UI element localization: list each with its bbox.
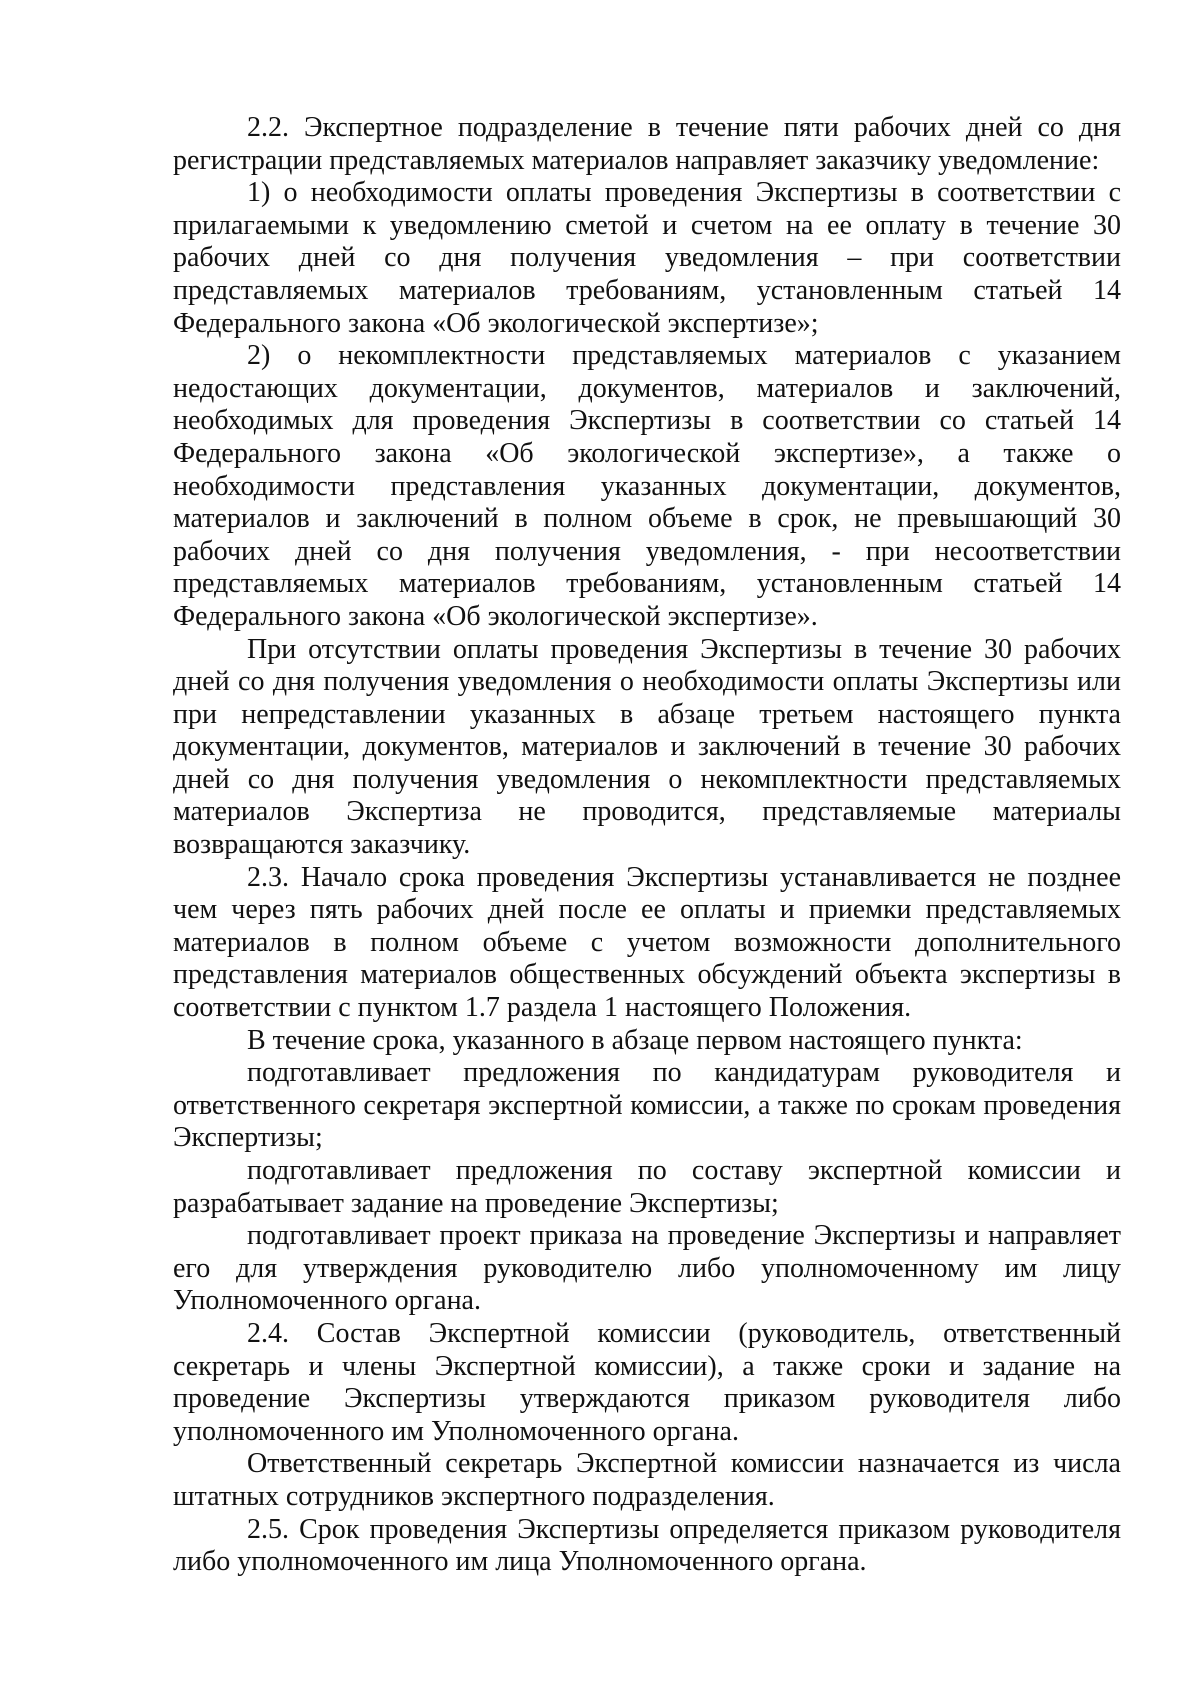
paragraph-proposals-composition: подготавливает предложения по составу экспертной комиссии и разрабатывает задание на проведение Экспертизы; — [173, 1155, 1121, 1219]
paragraph-secretary: Ответственный секретарь Экспертной комиссии назначается из числа штатных сотрудников экспертного подразделения. — [173, 1448, 1121, 1512]
paragraph-2-4: 2.4. Состав Экспертной комиссии (руководитель, ответственный секретарь и члены Экспертной комиссии), а также сроки и задание на проведение Экспертизы утверждаются приказом руководителя либо уполномоченного им Уполномоченного органа. — [173, 1317, 1121, 1447]
document-page — [173, 112, 1121, 1579]
paragraph-non-payment: При отсутствии оплаты проведения Экспертизы в течение 30 рабочих дней со дня получения уведомления о необходимости оплаты Экспертизы или при непредставлении указанных в абзаце третьем настоящего пункта документации, документов, материалов и заключений в течение 30 рабочих дней со дня получения уведомления о некомплектности представляемых материалов Экспертиза не проводится, представляемые материалы возвращаются заказчику. — [173, 633, 1121, 861]
paragraph-during-term: В течение срока, указанного в абзаце первом настоящего пункта: — [247, 1024, 1023, 1056]
paragraph-2-2: 2.2. Экспертное подразделение в течение пяти рабочих дней со дня регистрации представляемых материалов направляет заказчику уведомление: — [173, 112, 1121, 176]
paragraph-draft-order: подготавливает проект приказа на проведение Экспертизы и направляет его для утверждения руководителю либо уполномоченному им лицу Уполномоченного органа. — [173, 1220, 1121, 1317]
paragraph-2-3: 2.3. Начало срока проведения Экспертизы устанавливается не позднее чем через пять рабочих дней после ее оплаты и приемки представляемых материалов в полном объеме с учетом возможности дополнительного представления материалов общественных обсуждений объекта экспертизы в соответствии с пунктом 1.7 раздела 1 настоящего Положения. — [173, 861, 1121, 1024]
paragraph-item-2: 2) о некомплектности представляемых материалов с указанием недостающих документации, документов, материалов и заключений, необходимых для проведения Экспертизы в соответствии со статьей 14 Федерального закона «Об экологической экспертизе», а также о необходимости представления указанных документации, документов, материалов и заключений в полном объеме в срок, не превышающий 30 рабочих дней со дня получения уведомления, - при несоответствии представляемых материалов требованиям, установленным статьей 14 Федерального закона «Об экологической экспертизе». — [173, 340, 1121, 632]
paragraph-item-1: 1) о необходимости оплаты проведения Экспертизы в соответствии с прилагаемыми к уведомлению сметой и счетом на ее оплату в течение 30 рабочих дней со дня получения уведомления – при соответствии представляемых материалов требованиям, установленным статьей 14 Федерального закона «Об экологической экспертизе»; — [173, 177, 1121, 339]
paragraph-2-5: 2.5. Срок проведения Экспертизы определяется приказом руководителя либо уполномоченного им лица Уполномоченного органа. — [173, 1513, 1121, 1578]
paragraph-proposals-candidates: подготавливает предложения по кандидатурам руководителя и ответственного секретаря экспертной комиссии, а также по срокам проведения Экспертизы; — [173, 1057, 1121, 1154]
